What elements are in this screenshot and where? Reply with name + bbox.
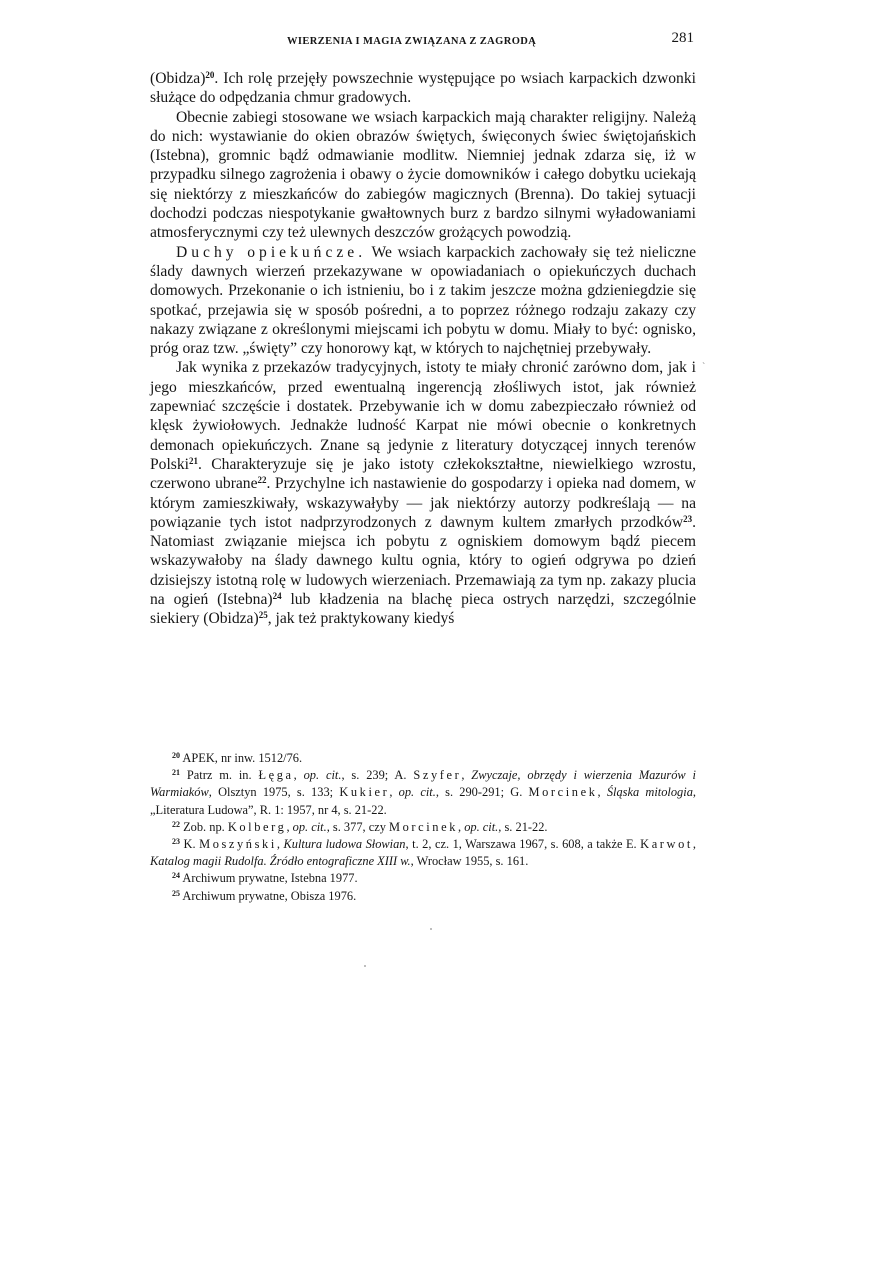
paragraph-4 <box>150 358 696 628</box>
running-title: WIERZENIA I MAGIA ZWIĄZANA Z ZAGRODĄ <box>287 36 537 47</box>
footnote-text: , <box>276 837 284 852</box>
footnote-text: APEK, nr inw. 1512/76. <box>180 751 303 765</box>
paragraph-1-text-a: (Obidza) <box>150 70 206 87</box>
footnote-text: , s. 377, czy <box>326 819 390 834</box>
footnote-ref-25: 25 <box>258 610 268 621</box>
citation-title: Katalog magii Rudolfa. Źródło entograficzne XIII w. <box>150 854 411 869</box>
footnote-text: , Olsztyn 1975, s. 133; <box>208 785 340 800</box>
footnote-text: , <box>293 768 304 783</box>
footnote-text: Zob. np. <box>180 819 228 834</box>
citation-title: Zwyczaje, obrzędy i wierzenia Mazurów i Warmiaków <box>150 768 696 800</box>
scan-artifact-dot <box>364 965 366 967</box>
paragraph-1-text-b: . Ich rolę przejęły powszechnie występujące po wsiach karpackich dzwonki służące do odpędzania chmur gradowych. <box>150 70 696 107</box>
footnote-text: , „Literatura Ludowa”, R. 1: 1957, nr 4, s. 21-22. <box>150 785 697 817</box>
footnote-ref-20: 20 <box>205 70 215 80</box>
paragraph-3 <box>150 243 696 359</box>
paragraph-4-text-e: lub kładzenia na blachę pieca ostrych narzędzi, szczególnie siekiery (Obidza) <box>150 591 696 628</box>
citation-title: op. cit. <box>292 819 327 834</box>
footnote-text: , <box>389 785 399 800</box>
footnote-text: , <box>458 819 465 834</box>
citation-title: op. cit. <box>464 819 499 834</box>
section-heading-duchy-opiekuncze: Duchy opiekuńcze. <box>176 243 367 261</box>
footnote-ref-23: 23 <box>683 513 693 524</box>
footnote-22 <box>150 819 696 836</box>
paragraph-4-text-f: , jak też praktykowany kiedyś <box>267 610 455 628</box>
author-name: Morcinek <box>528 785 598 800</box>
footnote-text: , s. 239; A. <box>341 768 414 783</box>
paragraph-4-text-d: . Natomiast związanie miejsca ich pobytu z ogniskiem domowym bądź piecem wskazywałoby na ślady dawnego kultu ognia, który to ogień odgrywa po dzień dzisiejszy istotną rolę w ludowych wierzeniach. Przemawiają za tym np. zakazy plucia na ogień (Istebna) <box>150 513 696 609</box>
paragraph-3-text: We wsiach karpackich zachowały się też nieliczne ślady dawnych wierzeń przekazywane w opowiadaniach o opiekuńczych duchach domowych. Przekonanie o ich istnieniu, bo i z takim jeszcze można gdzieniegdzie się spotkać, przejawia się w sposób pośredni, a to poprzez różnego rodzaju zakazy czy nakazy związane z określonymi miejscami ich pobytu w domu. Miały to być: ognisko, próg oraz tzw. „święty” czy honorowy kąt, w których to najchętniej przebywały. <box>150 243 696 358</box>
paragraph-1 <box>150 69 696 108</box>
footnote-text: K. <box>180 837 200 852</box>
footnote-text: Archiwum prywatne, Obisza 1976. <box>180 888 357 903</box>
paragraph-2: Obecnie zabiegi stosowane we wsiach karpackich mają charakter religijny. Należą do nich: wystawianie do okien obrazów świętych, święconych świec świętojańskich (Istebna), gromnic bądź odmawianie modlitw. Niemniej jednak zdarza się, iż w przypadku silnego zagrożenia i obawy o życie domowników i całego dobytku uciekają się niektórzy z mieszkańców do zabiegów magicznych (Brenna). Do takiej sytuacji dochodzi podczas niespotykanie gwałtownych burz z bardzo silnymi wyładowaniami atmosferycznymi czy też ulewnych deszczów grożących powodzią. <box>150 108 696 242</box>
author-name: Morcinek <box>389 819 458 834</box>
citation-title: op. cit. <box>303 768 342 783</box>
footnotes <box>150 750 696 905</box>
author-name: Karwot <box>640 837 693 852</box>
footnote-21 <box>150 767 696 819</box>
footnote-25 <box>150 888 696 905</box>
footnote-number: 25 <box>172 888 180 898</box>
footnote-text: , <box>461 768 472 783</box>
paragraph-4-text-b: . Charakteryzuje się je jako istoty człekokształtne, niewielkiego wzrostu, czerwono ubrane <box>150 455 696 493</box>
footnote-text: , s. 290-291; G. <box>435 785 529 800</box>
footnote-number: 23 <box>172 837 180 847</box>
footnote-ref-22: 22 <box>257 475 267 486</box>
citation-title: Kultura ludowa Słowian <box>283 837 406 852</box>
footnote-text: Archiwum prywatne, Istebna 1977. <box>180 871 358 886</box>
footnote-text: , <box>286 819 293 834</box>
author-name: Kukier <box>339 785 390 800</box>
footnote-text: , t. 2, cz. 1, Warszawa 1967, s. 608, a także E. <box>405 837 641 852</box>
footnote-number: 24 <box>172 871 180 881</box>
footnote-20 <box>150 750 696 767</box>
footnote-ref-21: 21 <box>189 455 198 466</box>
footnote-text: Patrz m. in. <box>180 768 259 783</box>
main-text <box>150 69 696 629</box>
author-name: Łęga <box>258 768 294 783</box>
paragraph-4-text-a: Jak wynika z przekazów tradycyjnych, istoty te miały chronić zarówno dom, jak i jego mieszkańców, przed ewentualną ingerencją złośliwych istot, jak również zapewniać szczęście i dostatek. Przebywanie ich w domu zabezpieczało również od klęsk żywiołowych. Jednakże ludność Karpat nie mówi obecnie o konkretnych demonach opiekuńczych. Znane są jedynie z literatury dotyczącej innych terenów Polski <box>150 359 696 473</box>
citation-title: Śląska mitologia <box>606 785 693 800</box>
author-name: Moszyński <box>199 837 277 852</box>
footnote-ref-24: 24 <box>272 591 282 602</box>
author-name: Kolberg <box>227 819 287 834</box>
page-number: 281 <box>671 30 694 46</box>
paragraph-4-text-c: . Przychylne ich nastawienie do gospodarzy i opieka nad domem, w którym zamieszkiwały, wskazywałyby — jak niektórzy autorzy podkreślają — na powiązanie tych istot nadprzyrodzonych z dawnym kultem zmarłych przodków <box>150 475 696 531</box>
scan-artifact-dot <box>430 928 432 930</box>
footnote-text: , <box>692 837 697 852</box>
footnote-23 <box>150 836 696 870</box>
footnote-text: , <box>597 785 607 800</box>
author-name: Szyfer <box>413 768 462 783</box>
footnote-number: 21 <box>172 768 180 778</box>
page-header <box>150 30 696 52</box>
citation-title: op. cit. <box>398 785 436 800</box>
footnote-text: , Wrocław 1955, s. 161. <box>410 854 529 869</box>
footnote-24 <box>150 870 696 887</box>
footnote-text: , s. 21-22. <box>498 819 548 834</box>
footnote-number: 22 <box>172 819 180 829</box>
scan-artifact-mark: ` <box>702 362 706 373</box>
footnote-number: 20 <box>172 751 180 760</box>
